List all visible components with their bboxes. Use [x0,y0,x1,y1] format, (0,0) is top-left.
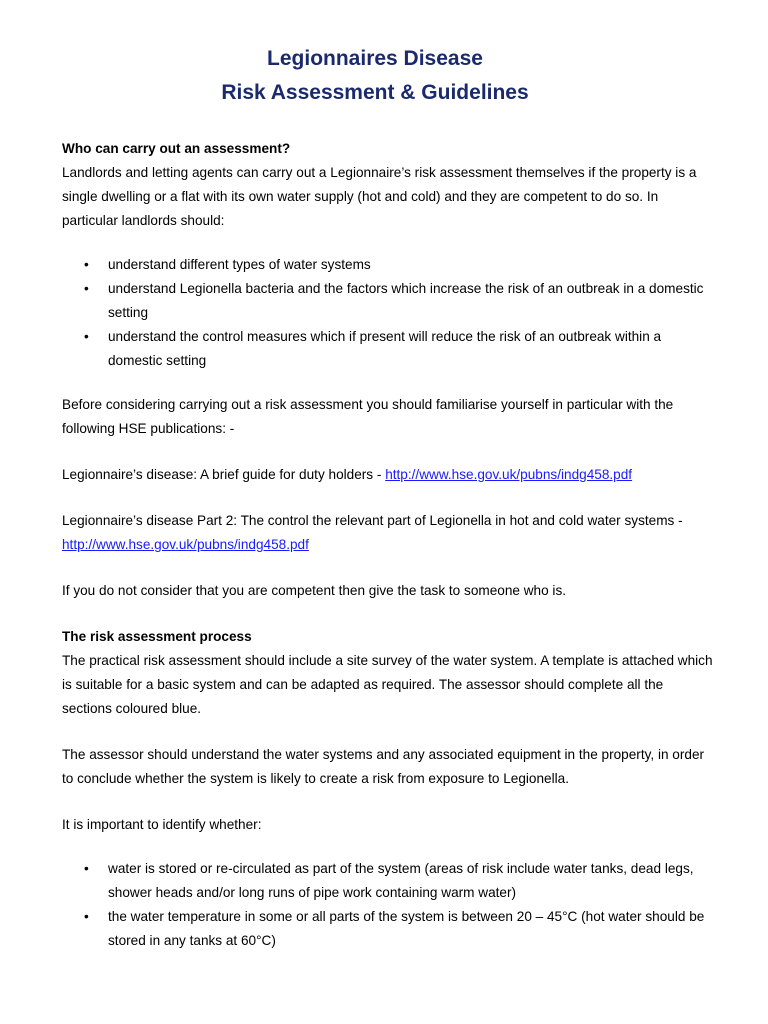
publication-1-text: Legionnaire’s disease: A brief guide for duty holders - [62,467,386,482]
list-item [62,905,714,953]
process-paragraph-3: It is important to identify whether: [62,817,262,832]
list-item [62,253,714,277]
publication-2-text: Legionnaire’s disease Part 2: The control the relevant part of Legionella in hot and cold water systems - [62,513,683,528]
bullet-icon: • [84,329,89,344]
process-paragraph-2: The assessor should understand the water systems and any associated equipment in the property, in order to conclude whether the system is likely to create a risk from exposure to Legionella. [62,747,705,786]
publication-2-link[interactable]: http://www.hse.gov.uk/pubns/indg458.pdf [62,537,309,552]
landlord-requirements-list [62,253,714,373]
bullet-icon: • [84,257,89,272]
section-heading-process: The risk assessment process [62,629,252,644]
bullet-icon: • [84,861,89,876]
competent-paragraph: If you do not consider that you are competent then give the task to someone who is. [62,583,567,598]
process-paragraph-1: The practical risk assessment should include a site survey of the water system. A template is attached which is suitable for a basic system and can be adapted as required. The assessor should complete all the sections coloured blue. [62,653,713,716]
document-body [62,137,714,953]
list-item [62,857,714,905]
list-item-text: understand the control measures which if present will reduce the risk of an outbreak within a domestic setting [108,329,662,368]
publication-1-link[interactable]: http://www.hse.gov.uk/pubns/indg458.pdf [385,467,633,482]
list-item-text: understand different types of water systems [108,257,371,272]
list-item-text: the water temperature in some or all parts of the system is between 20 – 45°C (hot water should be stored in any tanks at 60°C) [108,909,705,948]
section-heading-who: Who can carry out an assessment? [62,141,291,156]
list-item [62,277,714,325]
list-item-text: understand Legionella bacteria and the factors which increase the risk of an outbreak in a domestic setting [108,281,704,320]
intro-paragraph: Landlords and letting agents can carry out a Legionnaire’s risk assessment themselves if the property is a single dwelling or a flat with its own water supply (hot and cold) and they are competent to do so. In particular landlords should: [62,165,697,228]
bullet-icon: • [84,909,89,924]
publication-1 [62,463,714,487]
identify-list [62,857,714,953]
list-item-text: water is stored or re-circulated as part of the system (areas of risk include water tanks, dead legs, shower heads and/or long runs of pipe work containing warm water) [108,861,694,900]
document-title-line-2: Risk Assessment & Guidelines [221,81,529,104]
before-paragraph: Before considering carrying out a risk assessment you should familiarise yourself in particular with the following HSE publications: - [62,397,674,436]
bullet-icon: • [84,281,89,296]
publication-2 [62,509,714,557]
list-item [62,325,714,373]
document-title-line-1: Legionnaires Disease [267,47,483,70]
